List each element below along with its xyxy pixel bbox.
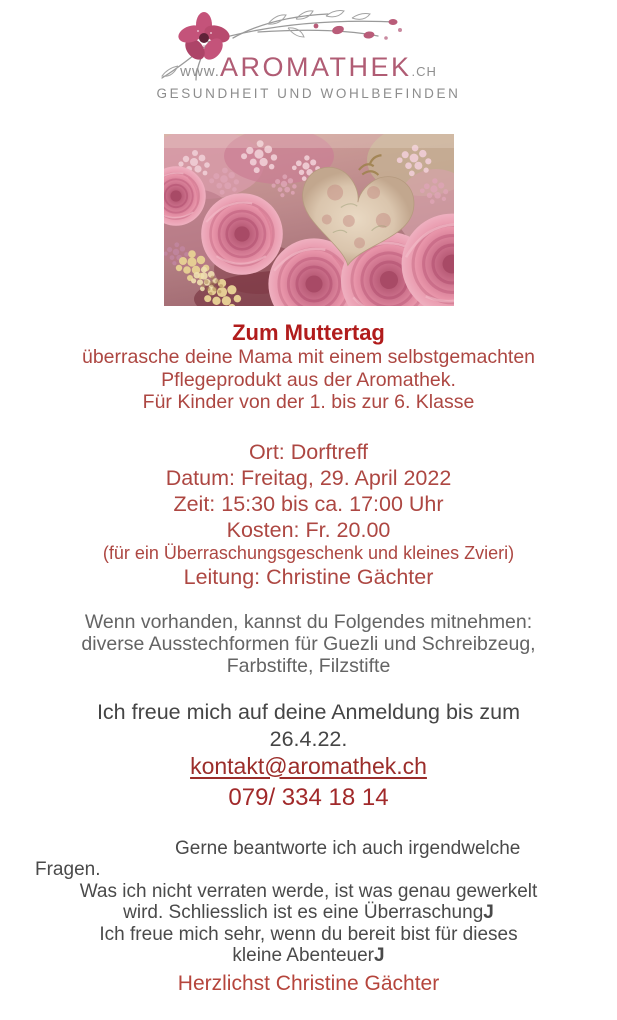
event-intro-line: Pflegeprodukt aus der Aromathek. <box>161 368 456 391</box>
outro-line: Was ich nicht verraten werde, ist was genau gewerkelt <box>79 880 538 902</box>
event-intro-line: Für Kinder von der 1. bis zur 6. Klasse <box>142 391 475 413</box>
event-title: Zum Muttertag <box>232 320 385 345</box>
bring-section <box>0 611 617 677</box>
bring-line: Wenn vorhanden, kannst du Folgendes mitnehmen: <box>84 610 533 633</box>
phone-number: 079/ 334 18 14 <box>228 783 389 811</box>
detail-zeit: Zeit: 15:30 bis ca. 17:00 Uhr <box>173 491 444 516</box>
outro-line: Gerne beantworte ich auch irgendwelche <box>175 837 521 859</box>
detail-ort: Ort: Dorftreff <box>248 439 369 464</box>
logo <box>0 0 617 126</box>
closing-signature: Herzlichst Christine Gächter <box>177 971 440 995</box>
logo-tld: .CH <box>411 64 437 79</box>
logo-brand: AROMATHEK <box>219 52 412 82</box>
outro-line: Fragen. <box>35 859 101 880</box>
outro-line <box>30 945 587 967</box>
detail-leitung: Leitung: Christine Gächter <box>183 564 434 589</box>
outro-section <box>0 838 617 997</box>
smiley-j-glyph: J <box>373 945 385 966</box>
email-link[interactable]: kontakt@aromathek.ch <box>190 752 427 779</box>
bring-line: diverse Ausstechformen für Guezli und Schreibzeug, <box>81 632 536 655</box>
detail-note: (für ein Überraschungsgeschenk und kleines Zvieri) <box>102 542 515 563</box>
bring-line: Farbstifte, Filzstifte <box>226 654 391 677</box>
event-details <box>0 439 617 590</box>
outro-line-text: wird. Schliesslich ist es eine Überraschung <box>123 902 484 923</box>
signup-invite-line: Ich freue mich auf deine Anmeldung bis zum <box>96 699 521 724</box>
outro-line <box>30 902 587 924</box>
signup-deadline: 26.4.22. <box>269 726 348 751</box>
detail-kosten: Kosten: Fr. 20.00 <box>226 517 391 542</box>
logo-www: www. <box>180 63 220 80</box>
hero-image <box>164 134 454 306</box>
logo-tagline: GESUNDHEIT UND WOHLBEFINDEN <box>156 86 461 101</box>
signup-section <box>0 699 617 812</box>
detail-datum: Datum: Freitag, 29. April 2022 <box>165 465 452 490</box>
smiley-j-glyph: J <box>483 902 494 923</box>
title-section <box>0 319 617 414</box>
outro-line-text: kleine Abenteuer <box>232 945 374 966</box>
outro-line: Ich freue mich sehr, wenn du bereit bist für dieses <box>99 923 518 945</box>
event-intro-line: überrasche deine Mama mit einem selbstgemachten <box>81 346 536 368</box>
logo-wordmark <box>0 52 617 83</box>
